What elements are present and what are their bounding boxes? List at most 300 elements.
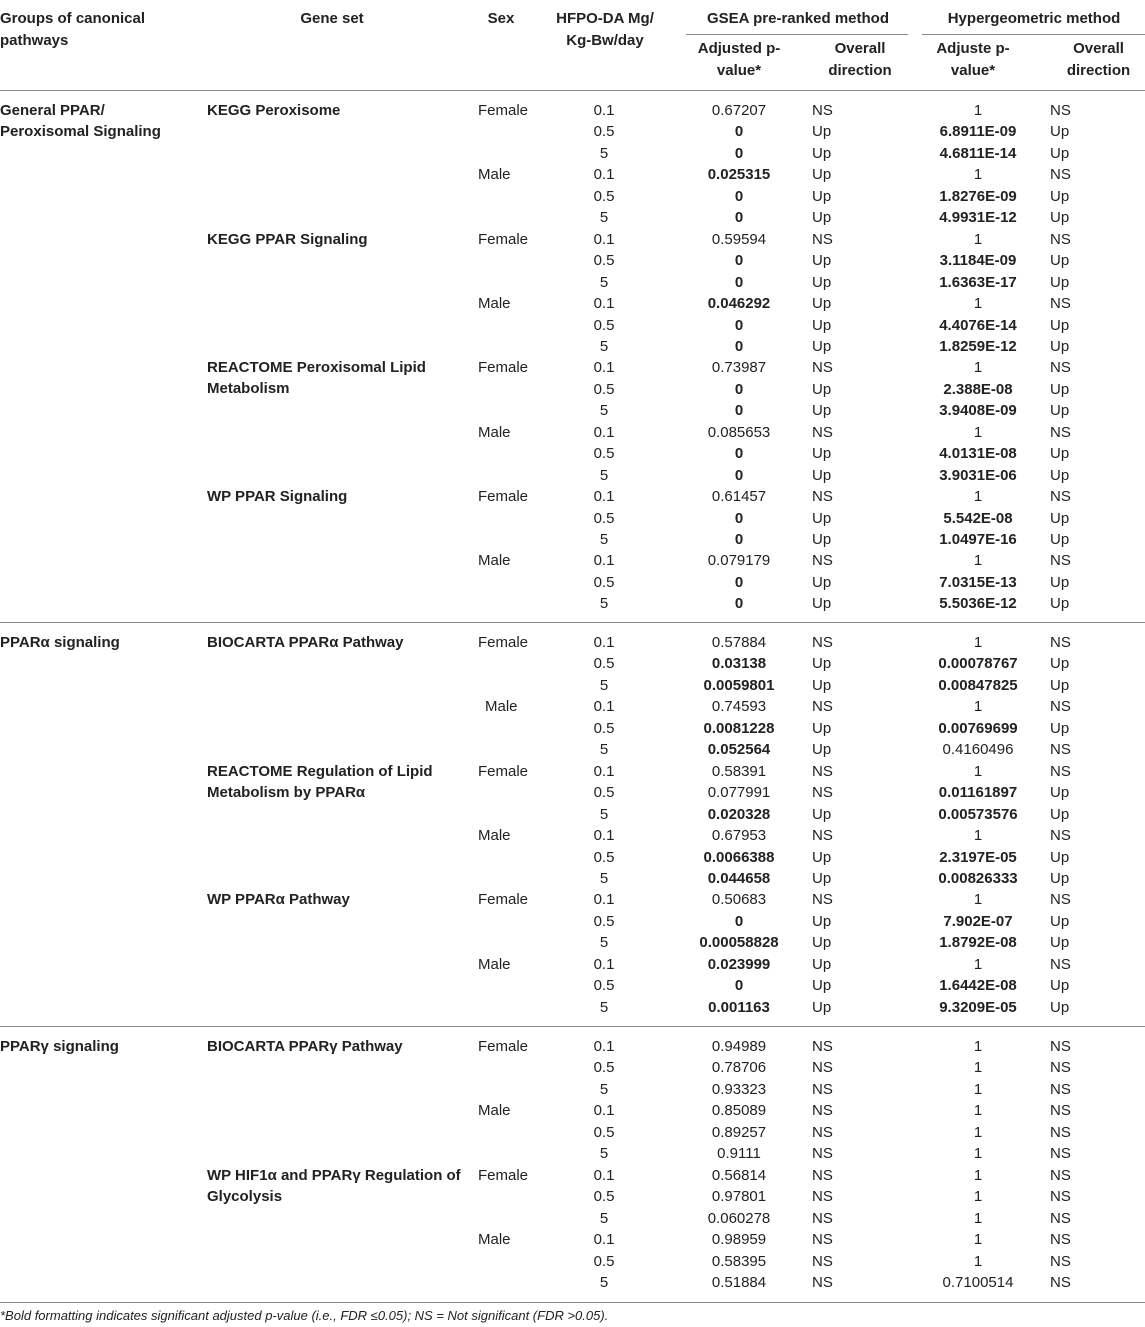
gsea-header-rule [686,34,908,35]
dose-value: 5 [599,676,609,694]
gsea-adjusted-p: 0.61457 [711,488,767,506]
hyper-adjusted-p: 4.0131E-08 [939,445,1017,463]
hyper-adjusted-p: 1 [973,762,983,780]
hyper-direction: Up [1050,466,1070,484]
hyper-direction: Up [1050,187,1070,205]
gsea-direction: NS [812,1231,833,1249]
header-sex: Sex [487,10,515,27]
dose-value: 5 [599,144,609,162]
gsea-adjusted-p: 0.85089 [711,1102,767,1120]
hyper-adjusted-p: 1.8792E-08 [939,934,1017,952]
dose-value: 5 [599,805,609,823]
gsea-direction: Up [812,977,832,995]
dose-value: 5 [599,595,609,613]
hyper-adjusted-p: 1 [973,102,983,119]
gsea-adjusted-p: 0.51884 [711,1273,767,1291]
gsea-adjusted-p: 0 [734,573,744,591]
hyper-adjusted-p: 2.388E-08 [943,380,1013,398]
gsea-adjusted-p: 0.56814 [711,1166,767,1184]
gsea-adjusted-p: 0 [734,380,744,398]
group-label: PPARα signaling [0,634,120,651]
hyper-adjusted-p: 1 [973,1123,983,1141]
gsea-direction: Up [812,955,832,973]
dose-value: 0.1 [593,230,615,248]
sex-label: Female [478,102,529,119]
gsea-direction: NS [812,488,833,506]
gsea-adjusted-p: 0 [734,531,744,548]
hyper-adjusted-p: 4.9931E-12 [939,209,1017,227]
hyper-direction: NS [1050,1231,1071,1249]
hyper-adjusted-p: 3.9408E-09 [939,402,1017,420]
hyper-direction: Up [1050,848,1070,866]
gsea-adjusted-p: 0.00058828 [699,934,779,952]
gsea-adjusted-p: 0 [734,123,744,141]
dose-value: 0.1 [593,295,615,313]
hyper-adjusted-p: 1 [973,1209,983,1227]
dose-value: 0.5 [593,912,615,930]
hyper-direction: Up [1050,676,1070,694]
gsea-adjusted-p: 0.085653 [707,423,771,441]
gsea-adjusted-p: 0.079179 [707,552,771,570]
hyper-direction: Up [1050,719,1070,737]
gsea-adjusted-p: 0.077991 [707,784,771,802]
hyper-adjusted-p: 1.0497E-16 [939,531,1017,548]
gsea-adjusted-p: 0 [734,509,744,527]
hyper-adjusted-p: 1 [973,488,983,506]
hyper-direction: NS [1050,1145,1071,1163]
hyper-adjusted-p: 0.00078767 [938,655,1018,673]
dose-value: 0.5 [593,655,615,673]
dose-value: 0.1 [593,102,615,119]
gene-set-name: KEGG PPAR Signaling [207,230,368,248]
gsea-direction: Up [812,676,832,694]
hyper-direction: Up [1050,252,1070,270]
gsea-direction: NS [812,1038,833,1055]
gsea-adjusted-p: 0.94989 [711,1038,767,1055]
gene-set-name: REACTOME Peroxisomal Lipid Metabolism [207,359,426,398]
hyper-header-rule [922,34,1145,35]
hyper-adjusted-p: 1 [973,891,983,909]
hyper-adjusted-p: 3.9031E-06 [939,466,1017,484]
dose-value: 5 [599,741,609,759]
dose-value: 0.5 [593,784,615,802]
hyper-direction: NS [1050,762,1071,780]
hyper-adjusted-p: 1.6442E-08 [939,977,1017,995]
hyper-adjusted-p: 0.00826333 [938,869,1018,887]
dose-value: 0.5 [593,316,615,334]
gsea-adjusted-p: 0 [734,337,744,355]
sex-label: Female [478,1166,529,1184]
gene-set-name: WP PPARα Pathway [207,891,350,909]
hyper-direction: NS [1050,1209,1071,1227]
dose-value: 0.1 [593,1166,615,1184]
gsea-direction: Up [812,869,832,887]
gsea-adjusted-p: 0.67953 [711,827,767,845]
gsea-direction: NS [812,102,833,119]
gsea-adjusted-p: 0.0081228 [703,719,775,737]
hyper-adjusted-p: 7.0315E-13 [939,573,1017,591]
hyper-direction: NS [1050,1166,1071,1184]
hyper-direction: NS [1050,827,1071,845]
gsea-direction: Up [812,144,832,162]
gsea-adjusted-p: 0.89257 [711,1123,767,1141]
hyper-direction: NS [1050,552,1071,570]
hyper-adjusted-p: 5.5036E-12 [939,595,1017,613]
sex-label: Female [478,359,529,377]
hyper-direction: Up [1050,531,1070,548]
hyper-adjusted-p: 1 [973,230,983,248]
hyper-direction: Up [1050,805,1070,823]
gsea-direction: Up [812,337,832,355]
hyper-direction: Up [1050,402,1070,420]
header-gsea: GSEA pre-ranked method [707,10,889,27]
gsea-adjusted-p: 0.73987 [711,359,767,377]
gsea-adjusted-p: 0.58395 [711,1252,767,1270]
hyper-direction: NS [1050,1102,1071,1120]
hyper-adjusted-p: 1 [973,552,983,570]
gsea-direction: NS [812,423,833,441]
gsea-adjusted-p: 0.0066388 [703,848,775,866]
gsea-direction: NS [812,1166,833,1184]
hyper-adjusted-p: 1 [973,1252,983,1270]
hyper-adjusted-p: 1.8276E-09 [939,187,1017,205]
hyper-adjusted-p: 1 [973,1145,983,1163]
hyper-direction: Up [1050,912,1070,930]
header-hyper-adjusted-p: Adjuste p-value* [936,40,1010,79]
gsea-adjusted-p: 0 [734,252,744,270]
gsea-adjusted-p: 0 [734,595,744,613]
hyper-adjusted-p: 0.01161897 [938,784,1018,802]
hyper-direction: NS [1050,955,1071,973]
gsea-adjusted-p: 0.001163 [708,998,770,1016]
hyper-direction: Up [1050,123,1070,141]
dose-value: 5 [599,402,609,420]
gsea-direction: NS [812,1209,833,1227]
hyper-adjusted-p: 1 [973,1231,983,1249]
gsea-direction: NS [812,230,833,248]
dose-value: 5 [599,1209,609,1227]
gsea-direction: Up [812,273,832,291]
gsea-adjusted-p: 0.57884 [711,634,767,651]
gsea-direction: Up [812,187,832,205]
dose-value: 0.5 [593,123,615,141]
dose-value: 5 [599,998,609,1016]
dose-value: 5 [599,466,609,484]
header-gsea-adjusted-p: Adjusted p-value* [697,40,781,79]
gsea-direction: Up [812,531,832,548]
dose-value: 0.5 [593,1252,615,1270]
hyper-adjusted-p: 1 [973,1038,983,1055]
hyper-direction: Up [1050,595,1070,613]
gsea-direction: Up [812,252,832,270]
gsea-direction: NS [812,891,833,909]
gsea-direction: Up [812,380,832,398]
dose-value: 0.1 [593,698,615,716]
gsea-direction: NS [812,827,833,845]
gsea-direction: Up [812,998,832,1016]
gsea-adjusted-p: 0.052564 [707,741,771,759]
dose-value: 0.5 [593,1123,615,1141]
gsea-direction: NS [812,1252,833,1270]
sex-label: Male [478,166,511,184]
gsea-adjusted-p: 0.58391 [711,762,767,780]
gsea-adjusted-p: 0 [734,402,744,420]
sex-label: Female [478,634,529,651]
gsea-adjusted-p: 0.59594 [711,230,767,248]
gsea-direction: Up [812,316,832,334]
header-gsea-direction: Overall direction [828,40,892,79]
gsea-direction: NS [812,1059,833,1077]
dose-value: 0.1 [593,634,615,651]
gene-set-name: BIOCARTA PPARα Pathway [207,634,404,651]
hyper-direction: Up [1050,509,1070,527]
hyper-direction: Up [1050,869,1070,887]
dose-value: 0.1 [593,1038,615,1055]
gsea-direction: Up [812,848,832,866]
gsea-direction: NS [812,634,833,651]
dose-value: 0.1 [593,1102,615,1120]
hyper-adjusted-p: 1 [973,1188,983,1206]
sex-label: Female [478,891,529,909]
hyper-direction: NS [1050,230,1071,248]
gsea-adjusted-p: 0.50683 [711,891,767,909]
hyper-direction: Up [1050,784,1070,802]
gsea-adjusted-p: 0.67207 [711,102,767,119]
hyper-adjusted-p: 0.00769699 [938,719,1018,737]
sex-label: Male [478,1102,511,1120]
dose-value: 0.5 [593,573,615,591]
gsea-adjusted-p: 0.0059801 [703,676,775,694]
gsea-direction: Up [812,466,832,484]
gsea-adjusted-p: 0.9111 [717,1145,761,1163]
hyper-adjusted-p: 5.542E-08 [943,509,1013,527]
gsea-adjusted-p: 0.044658 [707,869,771,887]
dose-value: 0.1 [593,552,615,570]
hyper-adjusted-p: 9.3209E-05 [939,998,1017,1016]
hyper-adjusted-p: 1 [973,1166,983,1184]
group-label: PPARγ signaling [0,1038,119,1055]
hyper-adjusted-p: 1 [973,634,983,651]
gsea-direction: Up [812,509,832,527]
gsea-direction: NS [812,1145,833,1163]
gsea-direction: Up [812,209,832,227]
gsea-adjusted-p: 0 [734,273,744,291]
dose-value: 0.5 [593,445,615,463]
hyper-adjusted-p: 1 [973,955,983,973]
gsea-adjusted-p: 0.046292 [707,295,771,313]
dose-value: 5 [599,869,609,887]
hyper-adjusted-p: 1 [973,423,983,441]
hyper-direction: NS [1050,1273,1071,1291]
hyper-adjusted-p: 4.4076E-14 [939,316,1017,334]
hyper-adjusted-p: 3.1184E-09 [939,252,1017,270]
gsea-direction: NS [812,698,833,716]
dose-value: 5 [599,273,609,291]
gsea-adjusted-p: 0.060278 [707,1209,771,1227]
gsea-adjusted-p: 0.78706 [711,1059,767,1077]
hyper-direction: NS [1050,166,1071,184]
group-label: General PPAR/ Peroxisomal Signaling [0,102,161,140]
hyper-direction: NS [1050,1252,1071,1270]
dose-value: 5 [599,531,609,548]
header-dose: HFPO-DA Mg/ Kg-Bw/day [556,10,654,49]
gsea-adjusted-p: 0 [734,316,744,334]
gsea-direction: NS [812,359,833,377]
hyper-direction: NS [1050,1059,1071,1077]
hyper-direction: NS [1050,1188,1071,1206]
header-groups: Groups of canonical pathways [0,10,146,49]
gsea-adjusted-p: 0 [734,912,744,930]
group-divider [0,1026,1145,1027]
hyper-adjusted-p: 0.4160496 [942,741,1014,759]
hyper-direction: Up [1050,316,1070,334]
dose-value: 0.5 [593,509,615,527]
sex-label: Male [485,698,518,716]
hyper-adjusted-p: 1 [973,1102,983,1120]
gsea-adjusted-p: 0 [734,466,744,484]
gsea-direction: NS [812,784,833,802]
hyper-adjusted-p: 1 [973,1080,983,1098]
sex-label: Female [478,488,529,506]
gene-set-name: WP HIF1α and PPARγ Regulation of Glycolysis [207,1166,461,1205]
hyper-direction: NS [1050,359,1071,377]
gsea-direction: NS [812,1188,833,1206]
hyper-direction: Up [1050,209,1070,227]
dose-value: 0.1 [593,1231,615,1249]
dose-value: 5 [599,1145,609,1163]
hyper-direction: Up [1050,337,1070,355]
sex-label: Female [478,1038,529,1055]
hyper-adjusted-p: 1 [973,698,983,716]
hyper-direction: NS [1050,488,1071,506]
hyper-adjusted-p: 0.7100514 [942,1273,1014,1291]
sex-label: Male [478,295,511,313]
gsea-adjusted-p: 0.98959 [711,1231,767,1249]
dose-value: 0.1 [593,423,615,441]
dose-value: 5 [599,1080,609,1098]
gsea-adjusted-p: 0.023999 [707,955,771,973]
gsea-direction: NS [812,762,833,780]
footnote: *Bold formatting indicates significant adjusted p-value (i.e., FDR ≤0.05); NS = Not significant (FDR >0.05). [0,1308,609,1323]
gsea-adjusted-p: 0 [734,445,744,463]
dose-value: 0.1 [593,955,615,973]
gsea-direction: Up [812,166,832,184]
gsea-adjusted-p: 0.020328 [707,805,771,823]
hyper-direction: Up [1050,655,1070,673]
hyper-adjusted-p: 2.3197E-05 [939,848,1017,866]
header-bottom-rule [0,90,1145,91]
hyper-adjusted-p: 1 [973,359,983,377]
group-divider [0,622,1145,623]
dose-value: 0.5 [593,1188,615,1206]
hyper-direction: NS [1050,741,1071,759]
hyper-direction: NS [1050,1123,1071,1141]
sex-label: Male [478,827,511,845]
gsea-direction: Up [812,741,832,759]
sex-label: Male [478,1231,511,1249]
hyper-adjusted-p: 1.8259E-12 [939,337,1017,355]
hyper-direction: Up [1050,977,1070,995]
header-hypergeometric: Hypergeometric method [947,10,1121,27]
gsea-direction: Up [812,295,832,313]
sex-label: Female [478,762,529,780]
dose-value: 0.5 [593,380,615,398]
gsea-adjusted-p: 0.74593 [711,698,767,716]
sex-label: Female [478,230,529,248]
hyper-direction: Up [1050,144,1070,162]
dose-value: 5 [599,209,609,227]
gene-set-name: KEGG Peroxisome [207,102,341,119]
sex-label: Male [478,955,511,973]
dose-value: 0.1 [593,827,615,845]
gsea-adjusted-p: 0.03138 [711,655,767,673]
hyper-direction: NS [1050,102,1071,119]
gsea-direction: Up [812,573,832,591]
hyper-adjusted-p: 4.6811E-14 [939,144,1017,162]
hyper-adjusted-p: 6.8911E-09 [939,123,1017,141]
dose-value: 5 [599,337,609,355]
dose-value: 0.5 [593,1059,615,1077]
gsea-direction: Up [812,912,832,930]
dose-value: 0.1 [593,488,615,506]
hyper-direction: Up [1050,380,1070,398]
hyper-adjusted-p: 1 [973,827,983,845]
gsea-adjusted-p: 0.93323 [711,1080,767,1098]
dose-value: 5 [599,1273,609,1291]
sex-label: Male [478,423,511,441]
hyper-adjusted-p: 0.00847825 [938,676,1018,694]
gene-set-name: BIOCARTA PPARγ Pathway [207,1038,403,1055]
gsea-direction: Up [812,595,832,613]
hyper-direction: Up [1050,998,1070,1016]
gsea-adjusted-p: 0.97801 [711,1188,767,1206]
hyper-adjusted-p: 7.902E-07 [943,912,1013,930]
gsea-direction: NS [812,1273,833,1291]
header-hyper-direction: Overall direction [1066,40,1131,79]
hyper-direction: NS [1050,423,1071,441]
gsea-direction: NS [812,1102,833,1120]
gsea-adjusted-p: 0 [734,144,744,162]
dose-value: 0.1 [593,166,615,184]
hyper-direction: NS [1050,891,1071,909]
gsea-direction: Up [812,123,832,141]
gsea-adjusted-p: 0.025315 [707,166,771,184]
gsea-direction: NS [812,1123,833,1141]
dose-value: 0.5 [593,719,615,737]
gsea-direction: Up [812,805,832,823]
hyper-direction: NS [1050,1080,1071,1098]
dose-value: 0.5 [593,977,615,995]
dose-value: 0.5 [593,187,615,205]
gsea-adjusted-p: 0 [734,977,744,995]
hyper-adjusted-p: 1.6363E-17 [939,273,1017,291]
hyper-direction: NS [1050,698,1071,716]
dose-value: 0.5 [593,252,615,270]
gsea-adjusted-p: 0 [734,187,744,205]
gsea-direction: Up [812,934,832,952]
gsea-adjusted-p: 0 [734,209,744,227]
hyper-direction: Up [1050,273,1070,291]
hyper-direction: NS [1050,295,1071,313]
hyper-adjusted-p: 1 [973,295,983,313]
gene-set-name: WP PPAR Signaling [207,488,348,506]
dose-value: 5 [599,934,609,952]
dose-value: 0.1 [593,891,615,909]
dose-value: 0.5 [593,848,615,866]
header-gene-set: Gene set [300,10,364,27]
hyper-direction: Up [1050,445,1070,463]
hyper-adjusted-p: 1 [973,1059,983,1077]
